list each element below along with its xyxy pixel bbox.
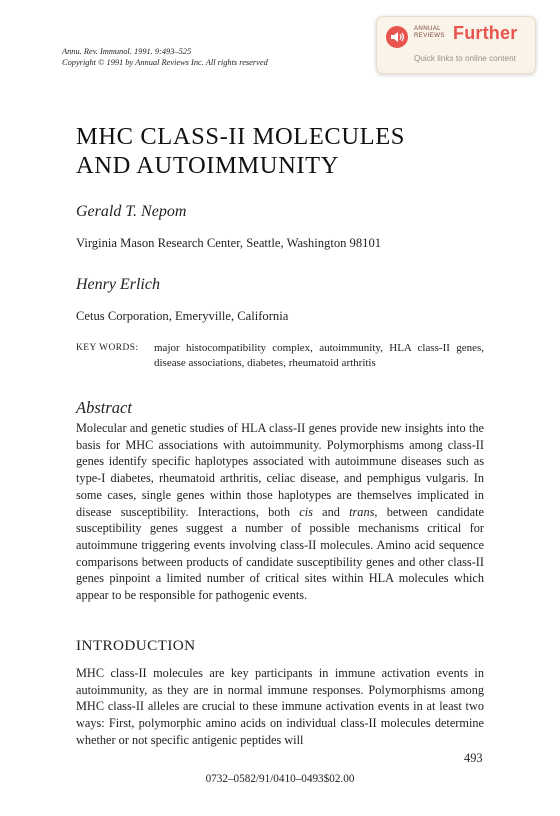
keywords-label: KEY WORDS: <box>76 343 139 353</box>
badge-small-line-1: ANNUAL <box>414 25 441 32</box>
article-code: 0732–0582/91/0410–0493$02.00 <box>205 773 355 785</box>
page-number: 493 <box>464 751 483 765</box>
abstract-paragraph <box>76 420 484 604</box>
abstract-text-part-2: , between candidate susceptibility genes suggest a number of possible mechanisms critical for autoimmune triggering events involving class-II molecules. Amino acid sequence comparisons between products of candidate susceptibility genes and other class-II genes pinpoint a limited number of critical sites within HLA molecules which appear to be responsible for pathogenic events. <box>76 504 484 603</box>
annual-reviews-wordmark <box>414 25 445 39</box>
badge-subtitle: Quick links to online content <box>414 54 516 63</box>
abstract-cis: cis <box>299 504 313 519</box>
author-name: Henry Erlich <box>76 276 160 293</box>
title-line-2: AND AUTOIMMUNITY <box>76 152 339 179</box>
badge-small-line-2: REVIEWS <box>414 32 445 39</box>
speaker-icon <box>386 26 408 48</box>
introduction-paragraph: MHC class-II molecules are key participants in immune activation events in autoimmunity, as they are in normal immune responses. Polymorphisms among MHC class-II alleles are crucial to these immune activation events in at least two ways: First, polymorphic amino acids on individual class-II molecules determine whether or not specific antigenic peptides will <box>76 666 484 747</box>
abstract-and: and <box>312 504 350 519</box>
author-affiliation: Virginia Mason Research Center, Seattle, Washington 98101 <box>76 236 382 250</box>
abstract-trans: trans <box>349 504 375 519</box>
further-wordmark: Further <box>453 23 518 43</box>
journal-citation <box>62 46 268 68</box>
title-line-1: MHC CLASS-II MOLECULES <box>76 123 405 150</box>
introduction-heading: INTRODUCTION <box>76 637 196 654</box>
abstract-heading: Abstract <box>76 398 132 417</box>
author-name: Gerald T. Nepom <box>76 203 187 220</box>
keywords-text: major histocompatibility complex, autoimmunity, HLA class-II genes, disease associations, diabetes, rheumatoid arthritis <box>154 342 484 369</box>
author-affiliation: Cetus Corporation, Emeryville, California <box>76 309 289 323</box>
further-badge-link[interactable] <box>376 16 536 74</box>
article-title <box>76 122 405 180</box>
journal-citation-line: Annu. Rev. Immunol. 1991. 9:493–525 <box>62 47 192 56</box>
copyright-line: Copyright © 1991 by Annual Reviews Inc. All rights reserved <box>62 58 268 67</box>
abstract-text-part-1: Molecular and genetic studies of HLA class-II genes provide new insights into the basis for MHC associations with autoimmunity. Polymorphisms among class-II genes identify specific haplotypes associated with autoimmune diseases such as type-I diabetes, rheumatoid arthritis, celiac disease, and pemphigus vulgaris. In some cases, single genes within those haplotypes are themselves implicated in disease susceptibility. Interactions, both <box>76 421 484 519</box>
